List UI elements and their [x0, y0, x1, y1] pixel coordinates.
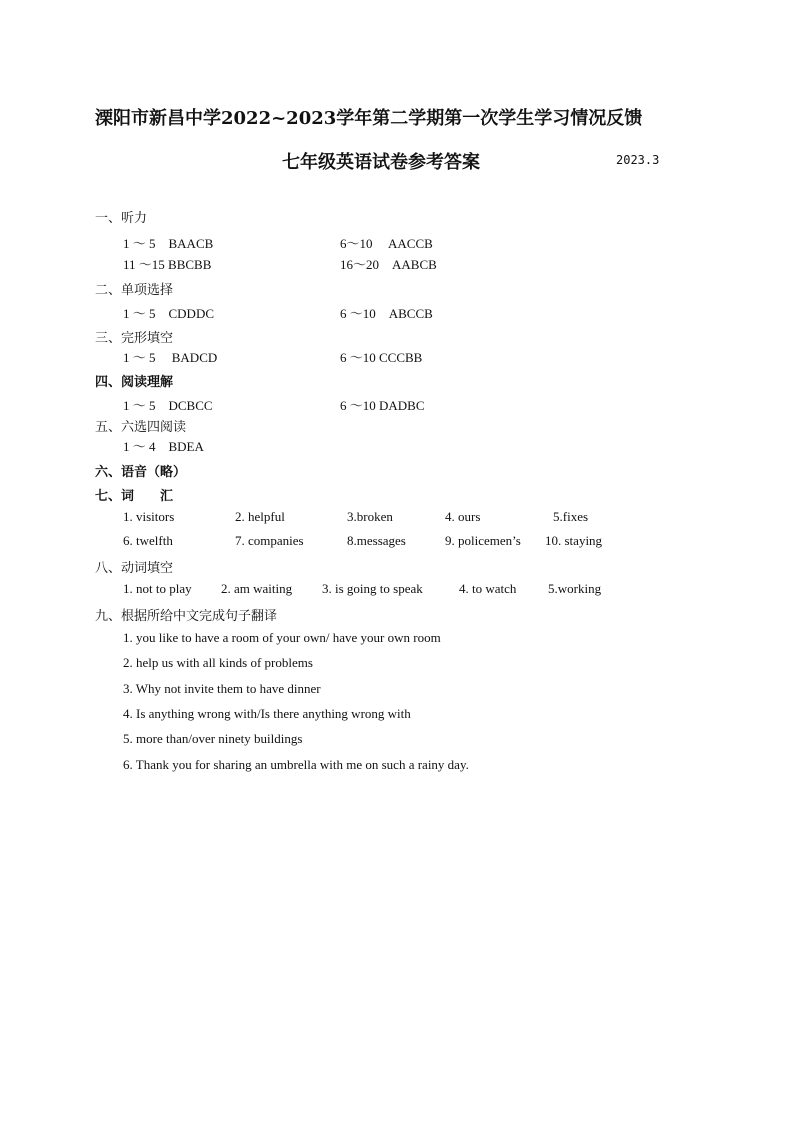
section-heading-single-choice: 二、单项选择 — [95, 283, 174, 298]
document-subtitle: 七年级英语试卷参考答案 — [282, 152, 480, 173]
verb-item: 1. not to play — [123, 581, 192, 596]
vocab-item: 4. ours — [445, 509, 481, 524]
answer-row: 1 ～ 4 BDEA — [123, 439, 204, 454]
answer-row: 1 ～ 5 DCBCC — [123, 398, 213, 413]
vocab-item: 3.broken — [347, 509, 393, 524]
section-heading-verb-fill: 八、动词填空 — [95, 561, 174, 576]
vocab-item: 10. staying — [545, 533, 603, 548]
section-heading-reading: 四、阅读理解 — [95, 375, 174, 390]
vocab-item: 9. policemen’s — [445, 533, 521, 548]
section-heading-phonetics: 六、语音（略） — [95, 465, 187, 480]
answer-row: 11 ～15 BBCBB — [123, 257, 212, 272]
answer-row: 6 ～10 CCCBB — [340, 350, 423, 365]
section-heading-vocabulary: 七、词 汇 — [95, 489, 174, 504]
answer-row: 1 ～ 5 BAACB — [123, 236, 214, 251]
vocab-item: 2. helpful — [235, 509, 285, 524]
answer-row: 16～20 AABCB — [340, 257, 437, 272]
section-heading-listening: 一、听力 — [95, 211, 148, 226]
document-date: 2023.3 — [616, 153, 660, 167]
answer-row: 6 ～10 ABCCB — [340, 306, 433, 321]
answer-row: 1 ～ 5 CDDDC — [123, 306, 215, 321]
section-heading-cloze: 三、完形填空 — [95, 331, 174, 346]
translation-item: 2. help us with all kinds of problems — [123, 655, 313, 670]
verb-item: 4. to watch — [459, 581, 517, 596]
document-title: 溧阳市新昌中学2022~2023学年第二学期第一次学生学习情况反馈 — [95, 108, 643, 129]
translation-item: 3. Why not invite them to have dinner — [123, 681, 321, 696]
section-heading-six-choose-four: 五、六选四阅读 — [95, 420, 187, 435]
answer-row: 6～10 AACCB — [340, 236, 433, 251]
vocab-item: 7. companies — [235, 533, 304, 548]
section-heading-translation: 九、根据所给中文完成句子翻译 — [95, 609, 278, 624]
verb-item: 2. am waiting — [221, 581, 293, 596]
answer-row: 1 ～ 5 BADCD — [123, 350, 218, 365]
vocab-item: 5.fixes — [553, 509, 589, 524]
verb-item: 3. is going to speak — [322, 581, 423, 596]
translation-item: 1. you like to have a room of your own/ have your own room — [123, 630, 441, 645]
vocab-item: 6. twelfth — [123, 533, 173, 548]
answer-row: 6 ～10 DADBC — [340, 398, 425, 413]
vocab-item: 8.messages — [347, 533, 406, 548]
translation-item: 4. Is anything wrong with/Is there anything wrong with — [123, 706, 411, 721]
translation-item: 5. more than/over ninety buildings — [123, 731, 303, 746]
verb-item: 5.working — [548, 581, 602, 596]
vocab-item: 1. visitors — [123, 509, 175, 524]
translation-item: 6. Thank you for sharing an umbrella with me on such a rainy day. — [123, 757, 469, 772]
